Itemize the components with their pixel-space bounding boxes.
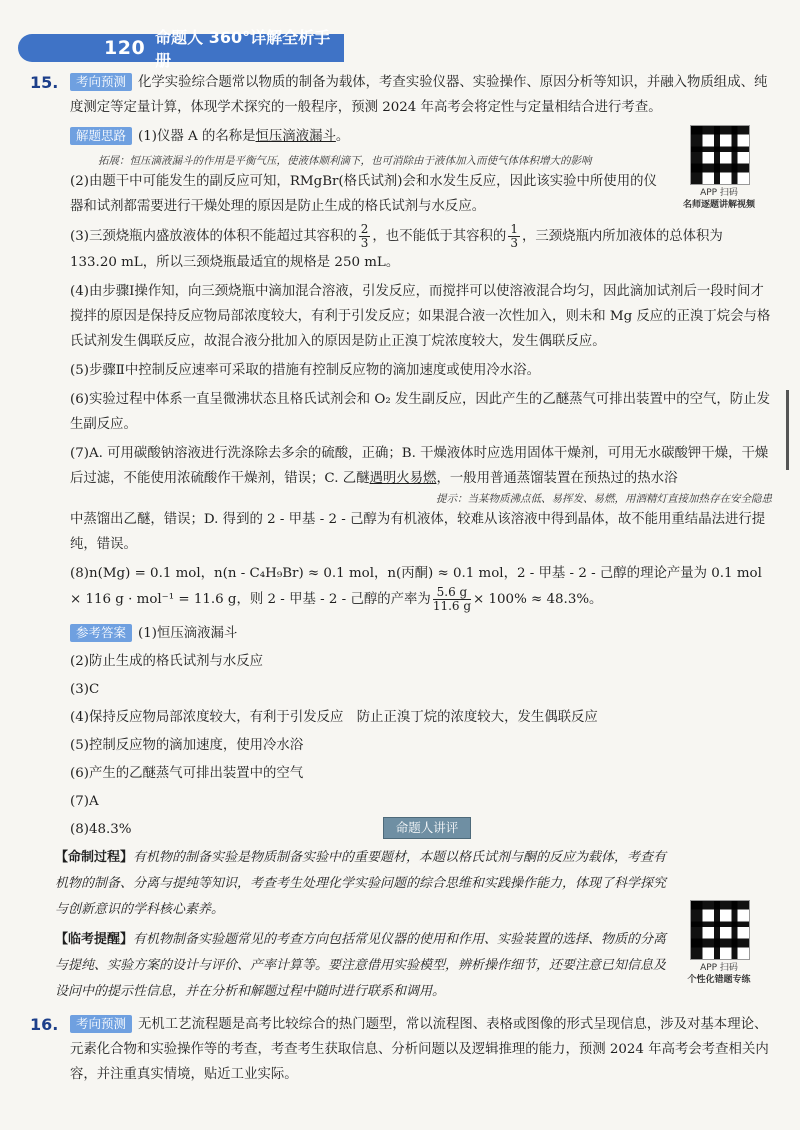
thinking-7 bbox=[70, 441, 772, 491]
note-extension: 拓展：恒压滴液漏斗的作用是平衡气压，使液体顺利滴下，也可消除由于液体加入而使气体体积增大的影响 bbox=[98, 155, 592, 167]
qr-caption-practice bbox=[664, 962, 774, 986]
answer-1 bbox=[70, 621, 772, 646]
t7-underline: 遇明火易燃 bbox=[369, 471, 437, 486]
answer-7: (7)A bbox=[70, 794, 99, 809]
fraction-yield bbox=[433, 586, 471, 613]
t1-suffix: 。 bbox=[335, 129, 350, 144]
t8-b: × 100% ≈ 48.3%。 bbox=[473, 592, 603, 607]
t3-b: ，也不能低于其容积的 bbox=[372, 229, 507, 244]
question-number: 15. bbox=[30, 73, 59, 92]
question-number: 16. bbox=[30, 1015, 59, 1034]
thinking-3 bbox=[70, 223, 772, 275]
reminder-label: 【临考提醒】 bbox=[55, 932, 134, 947]
qr-caption-video-line1: APP 扫码 bbox=[700, 188, 738, 198]
q16-text: 无机工艺流程题是高考比较综合的热门题型，常以流程图、表格或图像的形式呈现信息，涉及对基本理论、元素化合物和实验操作等的考查，考查考生获取信息、分析问题以及逻辑推理的能力，预测 2024 年高考会考查相关内容，并注重真实情境，贴近工业实际。 bbox=[70, 1017, 769, 1082]
answer-text-1: (1)恒压滴液漏斗 bbox=[138, 626, 238, 641]
t8-a: (8)n(Mg) = 0.1 mol，n(n - C₄H₉Br) ≈ 0.1 mol，n(丙酮) ≈ 0.1 mol，2 - 甲基 - 2 - 己醇的理论产量为 0.1 mol × 116 g · mol⁻¹ = 11.6 g，则 2 - 甲基 - 2 - 己醇的产率为 bbox=[70, 566, 762, 607]
answer-3: (3)C bbox=[70, 682, 100, 697]
frac3-den: 11.6 g bbox=[432, 599, 472, 613]
process-text: 有机物的制备实验是物质制备实验中的重要题材，本题以格氏试剂与酮的反应为载体，考查有机物的制备、分离与提纯等知识，考查考生处理化学实验问题的综合思维和实践操作能力，体现了科学探究与创新意识的学科核心素养。 bbox=[55, 850, 667, 917]
predict-tag: 考向预测 bbox=[70, 1015, 132, 1033]
predict-paragraph bbox=[70, 70, 772, 120]
qr-caption-practice-line1: APP 扫码 bbox=[700, 963, 738, 973]
predict-tag: 考向预测 bbox=[70, 73, 132, 91]
frac3-num: 5.6 g bbox=[433, 586, 471, 600]
qr-caption-practice-line2: 个性化错题专练 bbox=[687, 975, 751, 985]
thinking-8 bbox=[70, 561, 772, 613]
frac2-den: 3 bbox=[510, 236, 518, 250]
frac2-num: 1 bbox=[510, 222, 518, 236]
thinking-2: (2)由题干中可能发生的副反应可知，RMgBr(格氏试剂)会和水发生反应，因此该实验中所使用的仪器和试剂都需要进行干燥处理的原因是防止生成的格氏试剂与水反应。 bbox=[70, 174, 657, 214]
thinking-5: (5)步骤Ⅱ中控制反应速率可采取的措施有控制反应物的滴加速度或使用冷水浴。 bbox=[70, 363, 540, 378]
frac1-den: 3 bbox=[360, 236, 369, 250]
answer-5: (5)控制反应物的滴加速度，使用冷水浴 bbox=[70, 738, 304, 753]
margin-line bbox=[786, 390, 789, 470]
book-title: 命题人 360°详解全析手册 bbox=[155, 28, 331, 70]
t1-prefix: (1)仪器 A 的名称是 bbox=[138, 129, 256, 144]
commentary-banner: 命题人讲评 bbox=[383, 817, 471, 839]
page-header-bar bbox=[18, 28, 344, 70]
t3-a: (3)三颈烧瓶内盛放液体的体积不能超过其容积的 bbox=[70, 229, 357, 244]
t1-answer: 恒压滴液漏斗 bbox=[255, 129, 336, 144]
t3-c: ，三颈烧瓶内所加液体的总体积为 133.20 mL，所以三颈烧瓶最适宜的规格是 250 mL。 bbox=[70, 229, 723, 270]
reminder-text: 有机物制备实验题常见的考查方向包括常见仪器的使用和作用、实验装置的选择、物质的分离与提纯、实验方案的设计与评价、产率计算等。要注意借用实验模型，辨析操作细节，还要注意已知信息及设问中的提示性信息，并在分析和解题过程中随时进行联系和调用。 bbox=[55, 932, 667, 999]
process-label: 【命制过程】 bbox=[55, 850, 134, 865]
page-number: 120 bbox=[104, 37, 146, 59]
t7-a: (7)A. 可用碳酸钠溶液进行洗涤除去多余的硫酸，正确；B. 干燥液体时应选用固体干燥剂，可用无水碳酸钾干燥，干燥后过滤，不能使用浓硫酸作干燥剂，错误；C. 乙醚 bbox=[70, 446, 769, 486]
thinking-tag: 解题思路 bbox=[70, 127, 132, 145]
answer-tag: 参考答案 bbox=[70, 624, 132, 642]
t7-b: ，一般用普通蒸馏装置在预热过的热水浴 bbox=[436, 471, 678, 486]
frac1-num: 2 bbox=[360, 222, 369, 236]
answer-block bbox=[70, 621, 772, 842]
qr-caption-video bbox=[664, 187, 774, 211]
fraction-one-third bbox=[508, 223, 520, 250]
thinking-6: (6)实验过程中体系一直呈微沸状态且格氏试剂会和 O₂ 发生副反应，因此产生的乙醚蒸气可排出装置中的空气，防止发生副反应。 bbox=[70, 392, 770, 432]
answer-4: (4)保持反应物局部浓度较大，有利于引发反应 防止正溴丁烷的浓度较大，发生偶联反应 bbox=[70, 710, 598, 725]
predict-text: 化学实验综合题常以物质的制备为载体，考查实验仪器、实验操作、原因分析等知识，并融入物质组成、纯度测定等定量计算，体现学术探究的一般程序，预测 2024 年高考会将定性与定量相结合进行考查。 bbox=[70, 75, 768, 115]
answer-2: (2)防止生成的格氏试剂与水反应 bbox=[70, 654, 264, 669]
qr-caption-video-line2: 名师逐题讲解视频 bbox=[682, 200, 755, 210]
thinking-4: (4)由步骤Ⅰ操作知，向三颈烧瓶中滴加混合溶液，引发反应，而搅拌可以使溶液混合均匀，因此滴加试剂后一段时间才搅拌的原因是保持反应物局部浓度较大，有利于引发反应；如果混合液一次性加入，则未和 Mg 反应的正溴丁烷会与格氏试剂发生偶联反应，故混合液分批加入的原因是防止正溴丁烷浓度较大，发生偶联反应。 bbox=[70, 284, 771, 349]
qr-code-practice[interactable] bbox=[690, 900, 750, 960]
note-hint: 提示：当某物质沸点低、易挥发、易燃，用酒精灯直接加热存在安全隐患 bbox=[436, 493, 772, 505]
answer-6: (6)产生的乙醚蒸气可排出装置中的空气 bbox=[70, 766, 304, 781]
q16-predict bbox=[70, 1012, 772, 1087]
qr-code-video[interactable] bbox=[690, 125, 750, 185]
fraction-two-thirds bbox=[359, 223, 371, 250]
question-16 bbox=[30, 1012, 772, 1091]
reminder-paragraph bbox=[55, 927, 675, 1005]
answer-8: (8)48.3% bbox=[70, 822, 132, 837]
process-paragraph bbox=[55, 845, 675, 923]
commentary-section bbox=[55, 845, 675, 1009]
thinking-1 bbox=[70, 124, 650, 149]
thinking-7-cont: 中蒸馏出乙醚，错误；D. 得到的 2 - 甲基 - 2 - 己醇为有机液体，较难从该溶液中得到晶体，故不能用重结晶法进行提纯，错误。 bbox=[70, 512, 766, 552]
